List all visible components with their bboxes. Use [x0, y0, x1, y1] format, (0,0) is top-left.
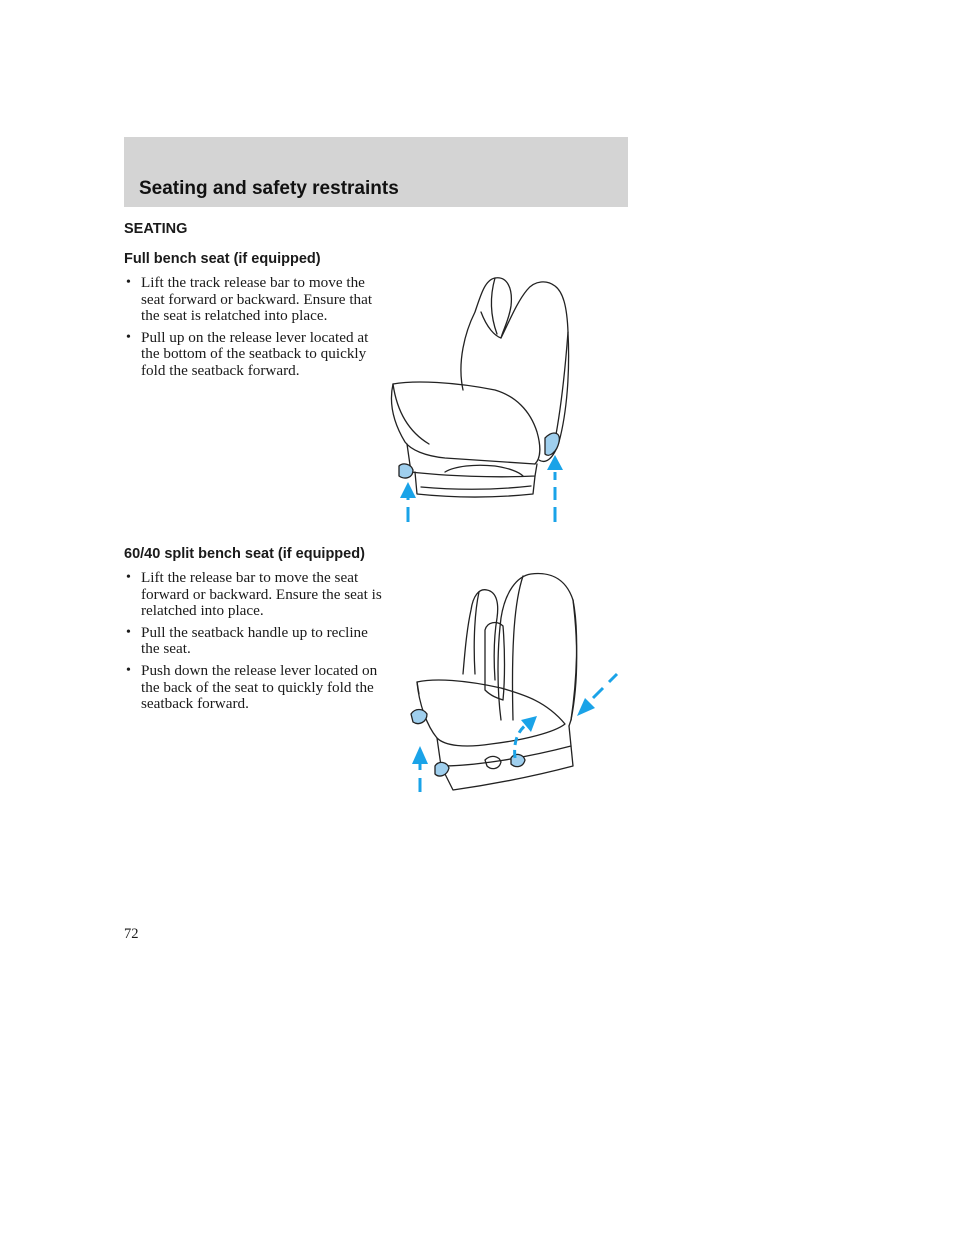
page-number: 72: [124, 926, 139, 942]
full-bench-seat-illustration: [385, 272, 585, 527]
list-item: • Push down the release lever located on the back of the seat to quickly fold the seatback forward.: [124, 663, 384, 713]
list-item: • Lift the track release bar to move the seat forward or backward. Ensure that the seat is relatched into place.: [124, 275, 384, 325]
section-title: SEATING: [124, 221, 188, 237]
list-item: • Pull up on the release lever located at the bottom of the seatback to quickly fold the seatback forward.: [124, 330, 384, 380]
split-bench-list: [124, 570, 384, 718]
split-bench-seat-illustration: [405, 570, 625, 796]
full-bench-list: [124, 275, 384, 385]
list-item: • Lift the release bar to move the seat forward or backward. Ensure the seat is relatched into place.: [124, 570, 384, 620]
split-bench-heading: 60/40 split bench seat (if equipped): [124, 546, 365, 562]
list-item: • Pull the seatback handle up to recline the seat.: [124, 625, 384, 658]
page-title: Seating and safety restraints: [139, 178, 399, 199]
full-bench-heading: Full bench seat (if equipped): [124, 251, 321, 267]
